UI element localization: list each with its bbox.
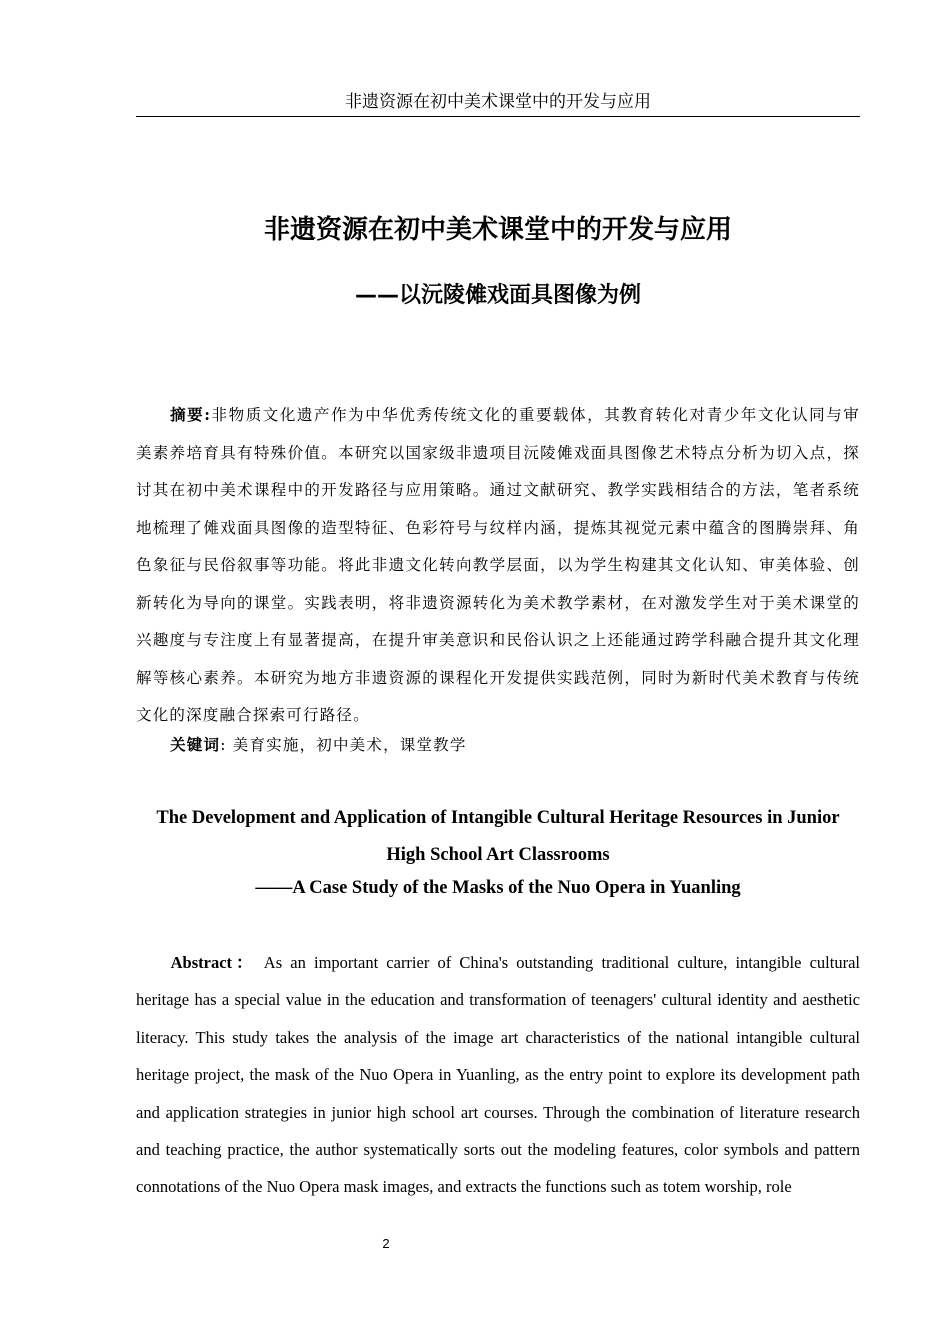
chinese-abstract-text: 非物质文化遗产作为中华优秀传统文化的重要载体，其教育转化对青少年文化认同与审美素养培育具有特殊价值。本研究以国家级非遗项目沅陵傩戏面具图像艺术特点分析为切入点，探讨其在初中美术课程中的开发路径与应用策略。通过文献研究、教学实践相结合的方法，笔者系统地梳理了傩戏面具图像的造型特征、色彩符号与纹样内涵，提炼其视觉元素中蕴含的图腾崇拜、角色象征与民俗叙事等功能。将此非遗文化转向教学层面，以为学生构建其文化认知、审美体验、创新转化为导向的课堂。实践表明，将非遗资源转化为美术教学素材，在对激发学生对于美术课堂的兴趣度与专注度上有显著提高，在提升审美意识和民俗认识之上还能通过跨学科融合提升其文化理解等核心素养。本研究为地方非遗资源的课程化开发提供实践范例，同时为新时代美术教育与传统文化的深度融合探索可行路径。 [136,406,860,724]
keywords-label: 关键词 [170,735,221,754]
english-subtitle: ——A Case Study of the Masks of the Nuo Opera in Yuanling [255,878,741,898]
chinese-title: 非遗资源在初中美术课堂中的开发与应用 [263,215,732,245]
running-header: 非遗资源在初中美术课堂中的开发与应用 [136,90,860,117]
english-abstract-text: As an important carrier of China's outstanding traditional culture, intangible cultural heritage has a special value in the education and transformation of teenagers' cultural identity and aesthetic literacy. This study takes the analysis of the image art characteristics of the national intangible cultural heritage project, the mask of the Nuo Opera in Yuanling, as the entry point to explore its development path and application strategies in junior high school art courses. Through the combination of literature research and teaching practice, the author systematically sorts out the modeling features, color symbols and pattern connotations of the Nuo Opera mask images, and extracts the functions such as totem worship, role [136,953,860,1197]
english-abstract-label: Abstract： [170,953,257,972]
keywords-text: 美育实施，初中美术，课堂教学 [226,736,467,754]
chinese-keywords [136,730,860,760]
keywords-separator: : [220,736,227,754]
english-abstract [136,944,860,1206]
chinese-abstract-label: 摘要: [170,405,212,424]
page-number: 2 [382,1236,390,1251]
chinese-subtitle: ——以沅陵傩戏面具图像为例 [354,283,641,308]
chinese-abstract [136,396,860,735]
english-title: The Development and Application of Intangible Cultural Heritage Resources in Junior High School Art Classrooms [156,808,840,865]
